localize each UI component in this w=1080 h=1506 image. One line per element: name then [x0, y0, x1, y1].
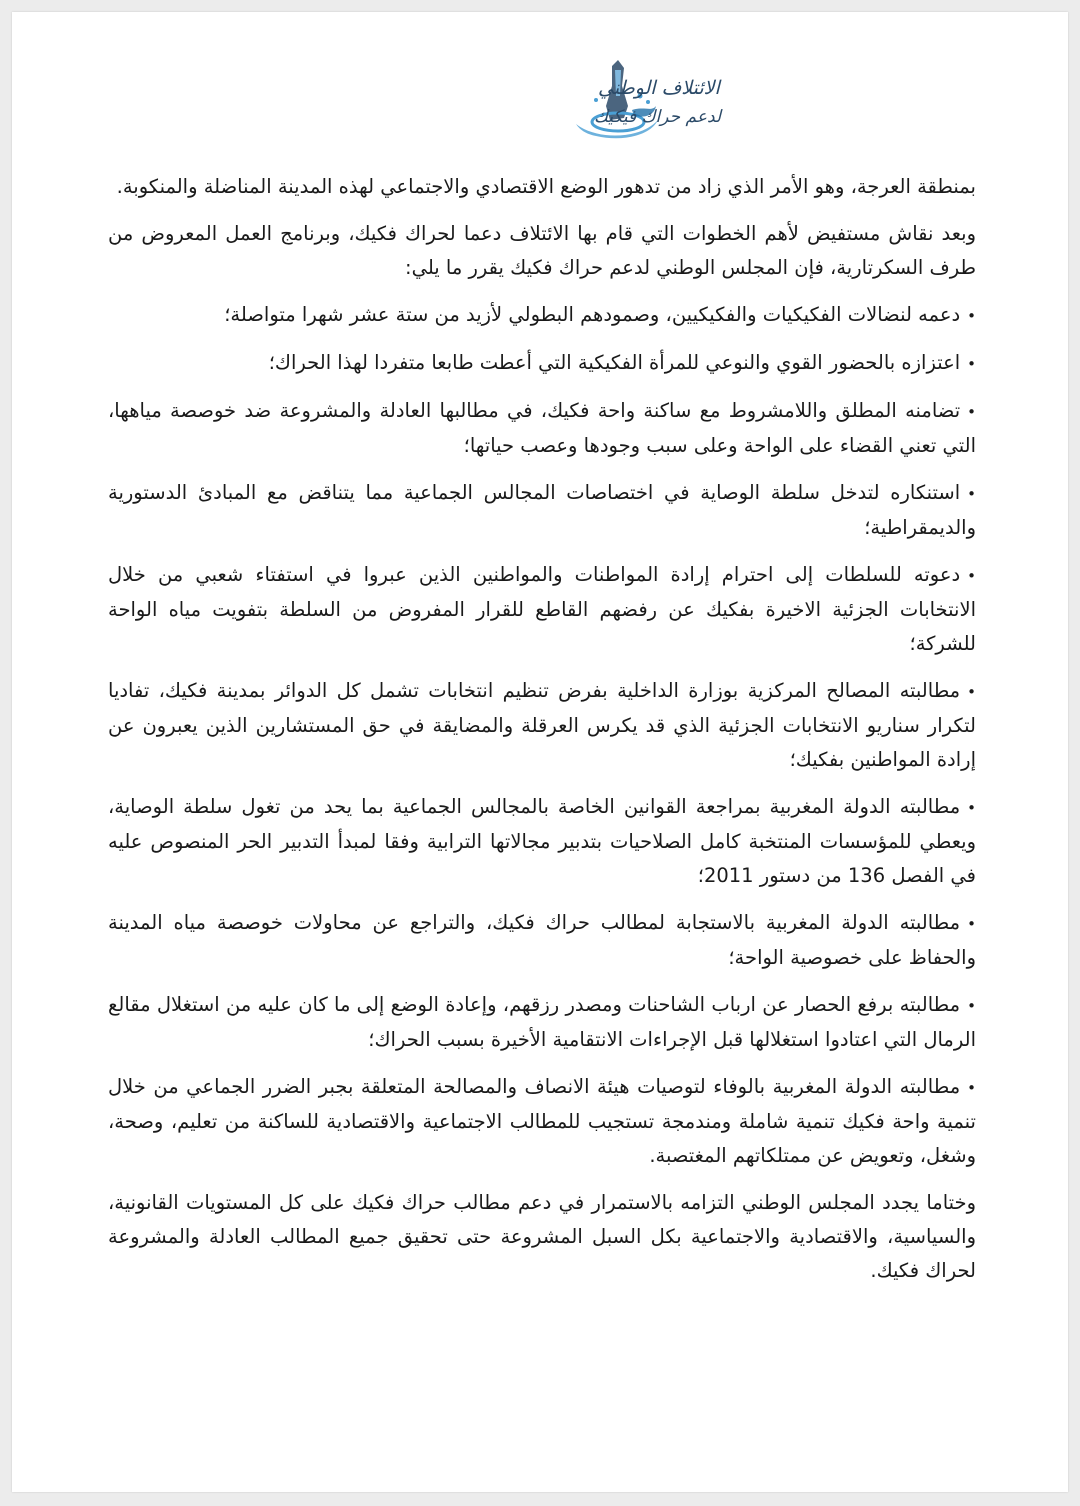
- bullet-icon: •: [967, 915, 976, 933]
- bullet-icon: •: [967, 997, 976, 1015]
- resolution-item: [108, 906, 976, 975]
- resolution-item: [108, 298, 976, 333]
- resolution-text: مطالبته المصالح المركزية بوزارة الداخلية بفرض تنظيم انتخابات تشمل كل الدوائر بمدينة فكيك، تفاديا لتكرار سناريو الانتخابات الجزئية الذي قد يكرس العرقلة والمضايقة في حق المستشارين الذين يعبرون عن إرادة المواطنين بفكيك؛: [108, 679, 976, 771]
- closing-paragraph: وختاما يجدد المجلس الوطني التزامه بالاستمرار في دعم مطالب حراك فكيك على كل المستويات القانونية، والسياسية، والاقتصادية والاجتماعية بكل السبل المشروعة حتى تحقيق جميع المطالب العادلة والمشروعة لحراك فكيك.: [108, 1191, 976, 1282]
- resolution-text: دعوته للسلطات إلى احترام إرادة المواطنات والمواطنين الذين عبروا في استفتاء شعبي من خلال الانتخابات الجزئية الاخيرة بفكيك عن رفضهم القاطع للقرار المفروض من السلطة بتفويت مياه الواحة للشركة؛: [108, 563, 976, 655]
- bullet-icon: •: [967, 683, 976, 701]
- resolution-item: [108, 394, 976, 463]
- bullet-icon: •: [967, 403, 976, 421]
- logo-graphic: [426, 56, 722, 142]
- resolution-item: [108, 988, 976, 1057]
- preamble-paragraph: وبعد نقاش مستفيض لأهم الخطوات التي قام بها الائتلاف دعما لحراك فكيك، وبرنامج العمل المعروض من طرف السكرتارية، فإن المجلس الوطني لدعم حراك فكيك يقرر ما يلي:: [108, 222, 976, 279]
- resolution-item: [108, 346, 976, 381]
- document-page: [12, 12, 1068, 1492]
- bullet-icon: •: [967, 355, 976, 373]
- resolution-text: مطالبته الدولة المغربية بمراجعة القوانين الخاصة بالمجالس الجماعية بما يحد من تغول سلطة الوصاية، ويعطي للمؤسسات المنتخبة كامل الصلاحيات بتدبير مجالاتها الترابية وفقا لمبدأ التدبير الحر المنصوص عليه في الفصل 136 من دستور 2011؛: [108, 795, 976, 887]
- bullet-icon: •: [967, 485, 976, 503]
- resolution-text: مطالبته برفع الحصار عن ارباب الشاحنات ومصدر رزقهم، وإعادة الوضع إلى ما كان عليه من استغلال مقالع الرمال التي اعتادوا استغلالها قبل الإجراءات الانتقامية الأخيرة بسبب الحراك؛: [108, 993, 976, 1051]
- document-body: [108, 170, 976, 1301]
- resolution-item: [108, 476, 976, 545]
- resolution-item: [108, 558, 976, 661]
- resolutions-list: [108, 298, 976, 1173]
- resolution-item: [108, 1070, 976, 1173]
- resolution-text: مطالبته الدولة المغربية بالوفاء لتوصيات هيئة الانصاف والمصالحة المتعلقة بجبر الضرر الجماعي من خلال تنمية واحة فكيك تنمية شاملة ومندمجة تستجيب للمطالب الاجتماعية والاقتصادية للساكنة من تعليم، وصحة، وشغل، وتعويض عن ممتلكاتهم المغتصبة.: [108, 1075, 976, 1167]
- resolution-text: تضامنه المطلق واللامشروط مع ساكنة واحة فكيك، في مطالبها العادلة والمشروعة ضد خوصصة مياهها، التي تعني القضاء على الواحة وعلى سبب وجودها وعصب حياتها؛: [108, 399, 976, 457]
- resolution-text: استنكاره لتدخل سلطة الوصاية في اختصاصات المجالس الجماعية مما يتناقض مع المبادئ الدستورية والديمقراطية؛: [108, 481, 976, 539]
- resolution-item: [108, 674, 976, 777]
- resolution-text: اعتزازه بالحضور القوي والنوعي للمرأة الفكيكية التي أعطت طابعا متفردا لهذا الحراك؛: [268, 351, 961, 374]
- intro-paragraph: بمنطقة العرجة، وهو الأمر الذي زاد من تدهور الوضع الاقتصادي والاجتماعي لهذه المدينة المناضلة والمنكوبة.: [116, 175, 976, 198]
- coalition-logo: [426, 56, 722, 142]
- bullet-icon: •: [967, 567, 976, 585]
- bullet-icon: •: [967, 1079, 976, 1097]
- bullet-icon: •: [967, 307, 976, 325]
- resolution-text: مطالبته الدولة المغربية بالاستجابة لمطالب حراك فكيك، والتراجع عن محاولات خوصصة مياه المدينة والحفاظ على خصوصية الواحة؛: [108, 911, 976, 969]
- bullet-icon: •: [967, 799, 976, 817]
- logo-title-line1: الائتلاف الوطني: [598, 77, 720, 99]
- resolution-text: دعمه لنضالات الفكيكيات والفكيكيين، وصمودهم البطولي لأزيد من ستة عشر شهرا متواصلة؛: [224, 303, 961, 326]
- logo-title-line2: لدعم حراك فيكيك: [594, 107, 722, 127]
- resolution-item: [108, 790, 976, 893]
